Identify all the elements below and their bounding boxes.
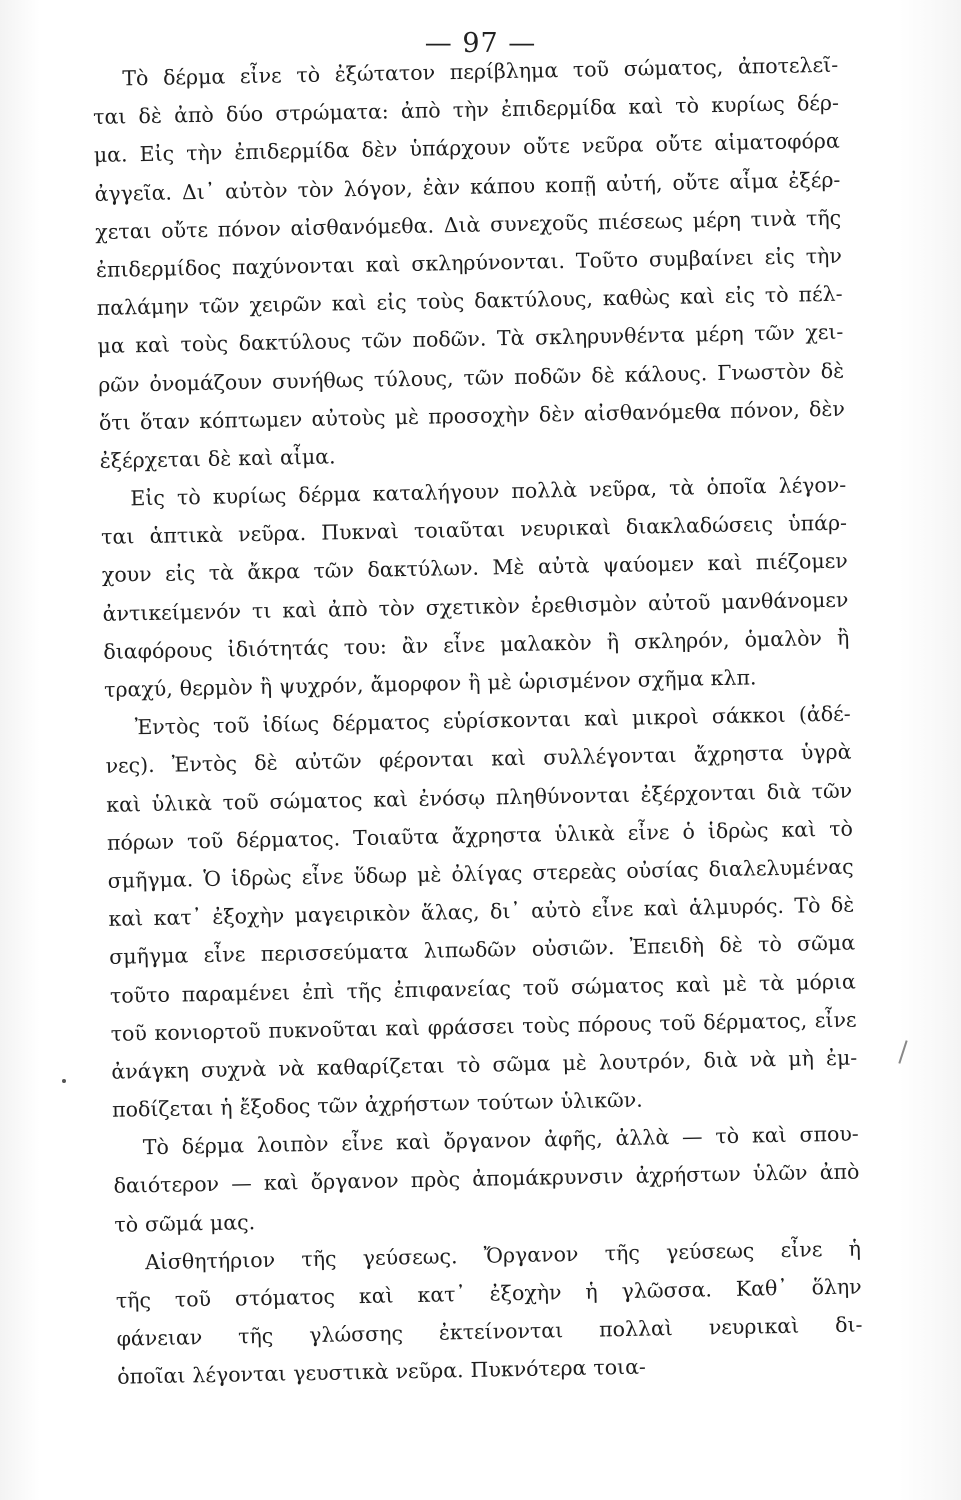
text-line: ρῶν ὀνομάζουν συνήθως τύλους, τῶν ποδῶν δὲ κάλους. Γνωστὸν δὲ	[97, 358, 845, 397]
text-line: ται δὲ ἀπὸ δύο στρώματα: ἀπὸ τὴν ἐπιδερμίδα καὶ τὸ κυρίως δέρ-	[92, 90, 840, 130]
text-line: σμῆγμα εἶνε περισσεύματα λιπωδῶν οὐσιῶν. Ἐπειδὴ δὲ τὸ σῶμα	[108, 930, 856, 970]
text-line: Εἰς τὸ κυρίως δέρμα καταλήγουν πολλὰ νεῦρα, τὰ ὁποῖα λέγον-	[130, 472, 847, 511]
text-line: ἀγγεῖα. Δι᾽ αὐτὸν τὸν λόγον, ἐὰν κάπου κοπῇ αὐτή, οὔτε αἷμα ἐξέρ-	[94, 167, 841, 206]
text-line: ται ἁπτικὰ νεῦρα. Πυκναὶ τοιαῦται νευρικαὶ διακλαδώσεις ὑπάρ-	[100, 510, 848, 550]
text-line: τῆς τοῦ στόματος καὶ κατ᾽ ἐξοχὴν ἡ γλῶσσα. Καθ᾽ ὅλην	[115, 1274, 862, 1313]
text-line: χεται οὔτε πόνον αἰσθανόμεθα. Διὰ συνεχοῦς πιέσεως μέρη τινὰ τῆς	[95, 205, 842, 244]
text-line: Τὸ δέρμα λοιπὸν εἶνε καὶ ὄργανον ἀφῆς, ἀλλὰ — τὸ καὶ σπου-	[142, 1121, 859, 1160]
text-line: ὅτι ὅταν κόπτωμεν αὐτοὺς μὲ προσοχὴν δὲν αἰσθανόμεθα πόνον, δὲν	[98, 396, 846, 435]
text-line: καὶ κατ᾽ ἐξοχὴν μαγειρικὸν ἅλας, δι᾽ αὐτὸ εἶνε καὶ ἁλμυρός. Τὸ δὲ	[108, 892, 855, 931]
margin-pencil-mark	[898, 1040, 907, 1063]
text-line: ἐπιδερμίδος παχύνονται καὶ σκληρύνονται. Τοῦτο συμβαίνει εἰς τὴν	[95, 243, 843, 282]
text-line: καὶ ὑλικὰ τοῦ σώματος καὶ ἐνόσῳ πληθύνονται ἐξέρχονται διὰ τῶν	[106, 778, 853, 817]
text-line: ἀντικείμενόν τι καὶ ἀπὸ τὸν σχετικὸν ἐρεθισμὸν αὐτοῦ μανθάνομεν	[102, 587, 849, 626]
text-line: μα καὶ τοὺς δακτύλους τῶν ποδῶν. Τὰ σκληρυνθέντα μέρη τῶν χει-	[97, 319, 844, 359]
text-line: σμῆγμα. Ὁ ἱδρὼς εἶνε ὕδωρ μὲ ὀλίγας στερεὰς οὐσίας διαλελυμένας	[107, 854, 854, 893]
text-line: δαιότερον — καὶ ὄργανον πρὸς ἀπομάκρυνσιν ἀχρήστων ὑλῶν ἀπὸ	[113, 1159, 860, 1199]
margin-dot-mark	[62, 1079, 66, 1083]
text-line: Ἐντὸς τοῦ ἰδίως δέρματος εὑρίσκονται καὶ μικροὶ σάκκοι (ἀδέ-	[134, 701, 851, 740]
text-line: τὸ σῶμά μας.	[114, 1209, 256, 1237]
text-line: μα. Εἰς τὴν ἐπιδερμίδα δὲν ὑπάρχουν οὔτε νεῦρα οὔτε αἱματοφόρα	[93, 129, 840, 168]
text-line: παλάμην τῶν χειρῶν καὶ εἰς τοὺς δακτύλους, καθὼς καὶ εἰς τὸ πέλ-	[96, 281, 843, 321]
text-line: νες). Ἐντὸς δὲ αὐτῶν φέρονται καὶ συλλέγονται ἄχρηστα ὑγρὰ	[105, 739, 852, 779]
text-line: Αἰσθητήριον τῆς γεύσεως. Ὄργανον τῆς γεύσεως εἶνε ἡ	[144, 1236, 862, 1275]
text-line: ποδίζεται ἡ ἔξοδος τῶν ἀχρήστων τούτων ὑλικῶν.	[111, 1087, 643, 1122]
text-line: Τὸ δέρμα εἶνε τὸ ἐξώτατον περίβλημα τοῦ σώματος, ἀποτελεῖ-	[122, 52, 839, 91]
text-line: τοῦ κονιορτοῦ πυκνοῦται καὶ φράσσει τοὺς πόρους τοῦ δέρματος, εἶνε	[110, 1007, 857, 1046]
text-line: ὁποῖαι λέγονται γευστικὰ νεῦρα. Πυκνότερα τοια-	[117, 1354, 647, 1390]
text-line: τραχύ, θερμὸν ἢ ψυχρόν, ἄμορφον ἢ μὲ ὡρισμένον σχῆμα κλπ.	[103, 665, 757, 702]
text-line: χουν εἰς τὰ ἄκρα τῶν δακτύλων. Μὲ αὐτὰ ψαύομεν καὶ πιέζομεν	[101, 549, 848, 588]
text-line: τοῦτο παραμένει ἐπὶ τῆς ἐπιφανείας τοῦ σώματος καὶ μὲ τὰ μόρια	[109, 969, 856, 1008]
page-number: — 97 —	[424, 28, 537, 59]
text-line: φάνειαν τῆς γλώσσης ἐκτείνονται πολλαὶ νευρικαὶ δι-	[116, 1312, 863, 1351]
text-line: ἀνάγκη συχνὰ νὰ καθαρίζεται τὸ σῶμα μὲ λουτρόν, διὰ νὰ μὴ ἐμ-	[111, 1045, 858, 1084]
text-line: πόρων τοῦ δέρματος. Τοιαῦτα ἄχρηστα ὑλικὰ εἶνε ὁ ἱδρὼς καὶ τὸ	[106, 816, 854, 855]
text-line: ἐξέρχεται δὲ καὶ αἷμα.	[99, 444, 336, 473]
text-line: διαφόρους ἰδιότητάς του: ἂν εἶνε μαλακὸν ἢ σκληρόν, ὁμαλὸν ἢ	[103, 625, 850, 664]
body-text	[92, 46, 864, 1397]
